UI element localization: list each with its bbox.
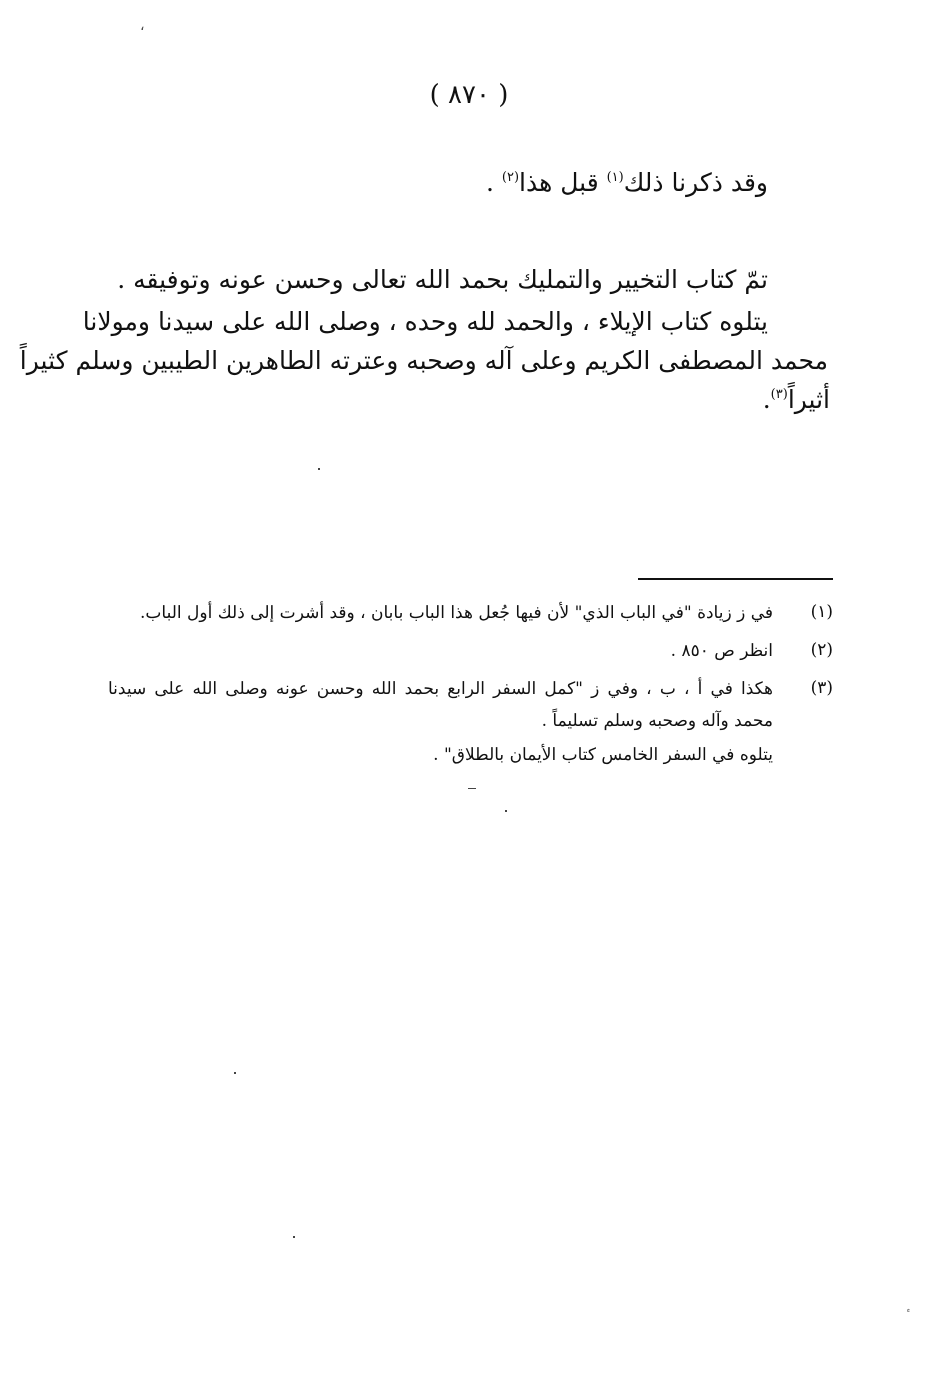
footnote-3-line-3: يتلوه في السفر الخامس كتاب الأيمان بالطلاق" .	[433, 745, 773, 765]
body-line-2: تمّ كتاب التخيير والتمليك بحمد الله تعالى وحسن عونه وتوفيقه .	[117, 265, 768, 294]
scan-speck	[293, 1236, 295, 1238]
scan-speck	[318, 468, 320, 470]
footnote-3-number: (٣)	[810, 678, 833, 698]
footnote-ref-1: (١)	[606, 170, 624, 185]
body-line-5	[763, 385, 830, 415]
body-line-3: يتلوه كتاب الإيلاء ، والحمد لله وحده ، وصلى الله على سيدنا ومولانا	[82, 307, 768, 336]
body-line-1	[486, 168, 768, 198]
body-line-1-text: وقد ذكرنا ذلك	[623, 168, 768, 197]
corner-mark: ،	[140, 18, 145, 34]
body-line-5-end: .	[762, 385, 771, 414]
scan-speck	[234, 1072, 236, 1074]
footnote-ref-2: (٢)	[501, 170, 520, 185]
footnote-3-line-1: هكذا في أ ، ب ، وفي ز "كمل السفر الرابع بحمد الله وحسن عونه وصلى الله على سيدنا	[108, 679, 773, 699]
footnote-2-text: انظر ص ٨٥٠ .	[670, 641, 773, 661]
footnote-divider	[638, 578, 833, 580]
footnote-3-line-2: محمد وآله وصحبه وسلم تسليماً .	[541, 711, 773, 731]
footnote-1-number: (١)	[810, 602, 833, 622]
page-number: ( ٨٧٠ )	[429, 80, 509, 110]
scan-speck	[468, 788, 476, 789]
footnote-1-text: في ز زيادة "في الباب الذي" لأن فيها جُعل هذا الباب بابان ، وقد أشرت إلى ذلك أول الباب.	[140, 603, 773, 623]
body-line-1-text-2: قبل هذا	[519, 168, 607, 197]
footnote-ref-3: (٣)	[770, 387, 788, 402]
footnote-2-number: (٢)	[810, 640, 833, 660]
body-line-4: محمد المصطفى الكريم وعلى آله وصحبه وعترته الطاهرين الطيبين وسلم كثيراً	[19, 346, 828, 375]
body-line-5-text: أثيراً	[787, 385, 830, 414]
body-line-1-end: .	[485, 168, 502, 197]
scan-speck	[505, 810, 507, 812]
